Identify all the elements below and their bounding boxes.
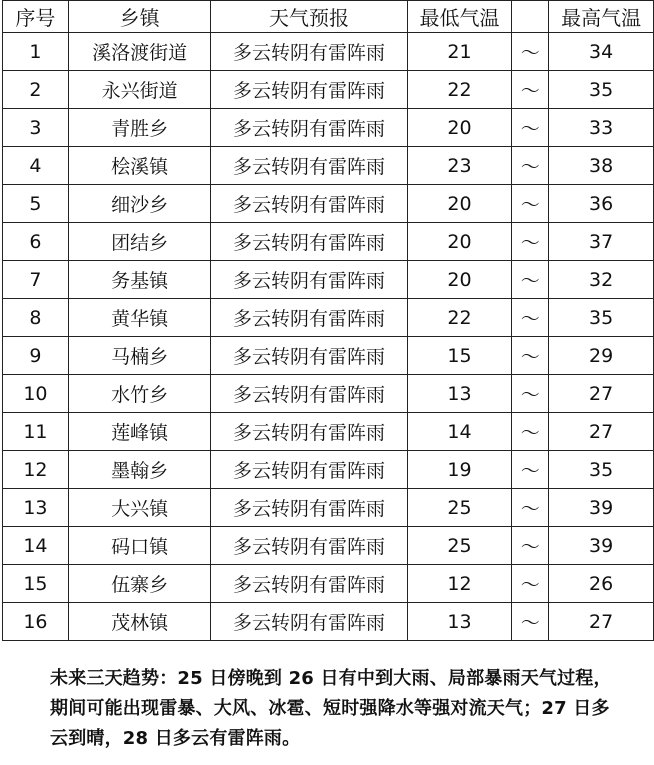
table-row	[3, 109, 654, 147]
row-high-temp: 39	[549, 527, 654, 565]
row-separator: ～	[512, 109, 549, 147]
row-index: 7	[3, 261, 69, 299]
weather-forecast-table	[2, 0, 654, 641]
row-forecast: 多云转阴有雷阵雨	[211, 147, 407, 185]
row-index: 3	[3, 109, 69, 147]
row-forecast: 多云转阴有雷阵雨	[211, 451, 407, 489]
row-town: 水竹乡	[68, 375, 211, 413]
row-high-temp: 27	[549, 375, 654, 413]
table-row	[3, 33, 654, 71]
row-town: 码口镇	[68, 527, 211, 565]
table-row	[3, 71, 654, 109]
table-row	[3, 185, 654, 223]
row-separator: ～	[512, 299, 549, 337]
row-index: 12	[3, 451, 69, 489]
table-row	[3, 451, 654, 489]
row-forecast: 多云转阴有雷阵雨	[211, 109, 407, 147]
row-town: 莲峰镇	[68, 413, 211, 451]
row-low-temp: 19	[407, 451, 512, 489]
table-body	[3, 33, 654, 641]
row-low-temp: 13	[407, 603, 512, 641]
row-forecast: 多云转阴有雷阵雨	[211, 223, 407, 261]
table-row	[3, 223, 654, 261]
row-high-temp: 36	[549, 185, 654, 223]
row-separator: ～	[512, 451, 549, 489]
table-row	[3, 299, 654, 337]
row-index: 10	[3, 375, 69, 413]
row-low-temp: 22	[407, 71, 512, 109]
row-index: 14	[3, 527, 69, 565]
row-low-temp: 23	[407, 147, 512, 185]
row-forecast: 多云转阴有雷阵雨	[211, 527, 407, 565]
row-town: 溪洛渡街道	[68, 33, 211, 71]
row-low-temp: 20	[407, 109, 512, 147]
header-forecast: 天气预报	[211, 1, 407, 33]
row-high-temp: 27	[549, 603, 654, 641]
row-town: 马楠乡	[68, 337, 211, 375]
header-low-temp: 最低气温	[407, 1, 512, 33]
row-town: 永兴街道	[68, 71, 211, 109]
row-town: 务基镇	[68, 261, 211, 299]
row-index: 15	[3, 565, 69, 603]
row-forecast: 多云转阴有雷阵雨	[211, 185, 407, 223]
table-row	[3, 375, 654, 413]
row-separator: ～	[512, 223, 549, 261]
row-separator: ～	[512, 413, 549, 451]
table-row	[3, 489, 654, 527]
row-high-temp: 37	[549, 223, 654, 261]
row-forecast: 多云转阴有雷阵雨	[211, 565, 407, 603]
row-separator: ～	[512, 261, 549, 299]
table-row	[3, 565, 654, 603]
row-forecast: 多云转阴有雷阵雨	[211, 261, 407, 299]
row-high-temp: 35	[549, 451, 654, 489]
row-low-temp: 20	[407, 261, 512, 299]
row-town: 茂林镇	[68, 603, 211, 641]
row-separator: ～	[512, 147, 549, 185]
row-town: 墨翰乡	[68, 451, 211, 489]
row-index: 2	[3, 71, 69, 109]
row-index: 8	[3, 299, 69, 337]
row-forecast: 多云转阴有雷阵雨	[211, 71, 407, 109]
header-separator	[512, 1, 549, 33]
row-town: 伍寨乡	[68, 565, 211, 603]
row-high-temp: 29	[549, 337, 654, 375]
row-low-temp: 20	[407, 223, 512, 261]
row-separator: ～	[512, 337, 549, 375]
three-day-trend-text: 未来三天趋势：25 日傍晚到 26 日有中到大雨、局部暴雨天气过程，期间可能出现雷暴、大风、冰雹、短时强降水等强对流天气；27 日多云到晴，28 日多云有雷阵雨。	[50, 668, 612, 749]
row-index: 11	[3, 413, 69, 451]
row-forecast: 多云转阴有雷阵雨	[211, 337, 407, 375]
header-town: 乡镇	[68, 1, 211, 33]
row-town: 青胜乡	[68, 109, 211, 147]
row-index: 6	[3, 223, 69, 261]
row-town: 细沙乡	[68, 185, 211, 223]
row-high-temp: 34	[549, 33, 654, 71]
header-high-temp: 最高气温	[549, 1, 654, 33]
table-row	[3, 603, 654, 641]
row-town: 桧溪镇	[68, 147, 211, 185]
row-high-temp: 38	[549, 147, 654, 185]
row-separator: ～	[512, 565, 549, 603]
row-high-temp: 27	[549, 413, 654, 451]
row-index: 13	[3, 489, 69, 527]
row-index: 9	[3, 337, 69, 375]
row-high-temp: 35	[549, 71, 654, 109]
row-low-temp: 22	[407, 299, 512, 337]
row-high-temp: 26	[549, 565, 654, 603]
row-low-temp: 15	[407, 337, 512, 375]
row-high-temp: 33	[549, 109, 654, 147]
row-forecast: 多云转阴有雷阵雨	[211, 33, 407, 71]
row-index: 5	[3, 185, 69, 223]
row-forecast: 多云转阴有雷阵雨	[211, 603, 407, 641]
row-forecast: 多云转阴有雷阵雨	[211, 299, 407, 337]
row-separator: ～	[512, 71, 549, 109]
table-row	[3, 337, 654, 375]
row-index: 4	[3, 147, 69, 185]
row-low-temp: 13	[407, 375, 512, 413]
row-low-temp: 20	[407, 185, 512, 223]
row-high-temp: 39	[549, 489, 654, 527]
row-index: 1	[3, 33, 69, 71]
table-row	[3, 413, 654, 451]
row-forecast: 多云转阴有雷阵雨	[211, 413, 407, 451]
row-separator: ～	[512, 489, 549, 527]
row-separator: ～	[512, 375, 549, 413]
row-low-temp: 21	[407, 33, 512, 71]
row-high-temp: 32	[549, 261, 654, 299]
row-town: 黄华镇	[68, 299, 211, 337]
row-separator: ～	[512, 603, 549, 641]
row-forecast: 多云转阴有雷阵雨	[211, 375, 407, 413]
table-row	[3, 261, 654, 299]
header-index: 序号	[3, 1, 69, 33]
table-header-row	[3, 1, 654, 33]
row-town: 团结乡	[68, 223, 211, 261]
row-separator: ～	[512, 185, 549, 223]
row-low-temp: 12	[407, 565, 512, 603]
table-row	[3, 147, 654, 185]
row-high-temp: 35	[549, 299, 654, 337]
row-low-temp: 25	[407, 527, 512, 565]
row-forecast: 多云转阴有雷阵雨	[211, 489, 407, 527]
row-town: 大兴镇	[68, 489, 211, 527]
table-row	[3, 527, 654, 565]
row-separator: ～	[512, 527, 549, 565]
row-low-temp: 14	[407, 413, 512, 451]
row-index: 16	[3, 603, 69, 641]
row-separator: ～	[512, 33, 549, 71]
row-low-temp: 25	[407, 489, 512, 527]
